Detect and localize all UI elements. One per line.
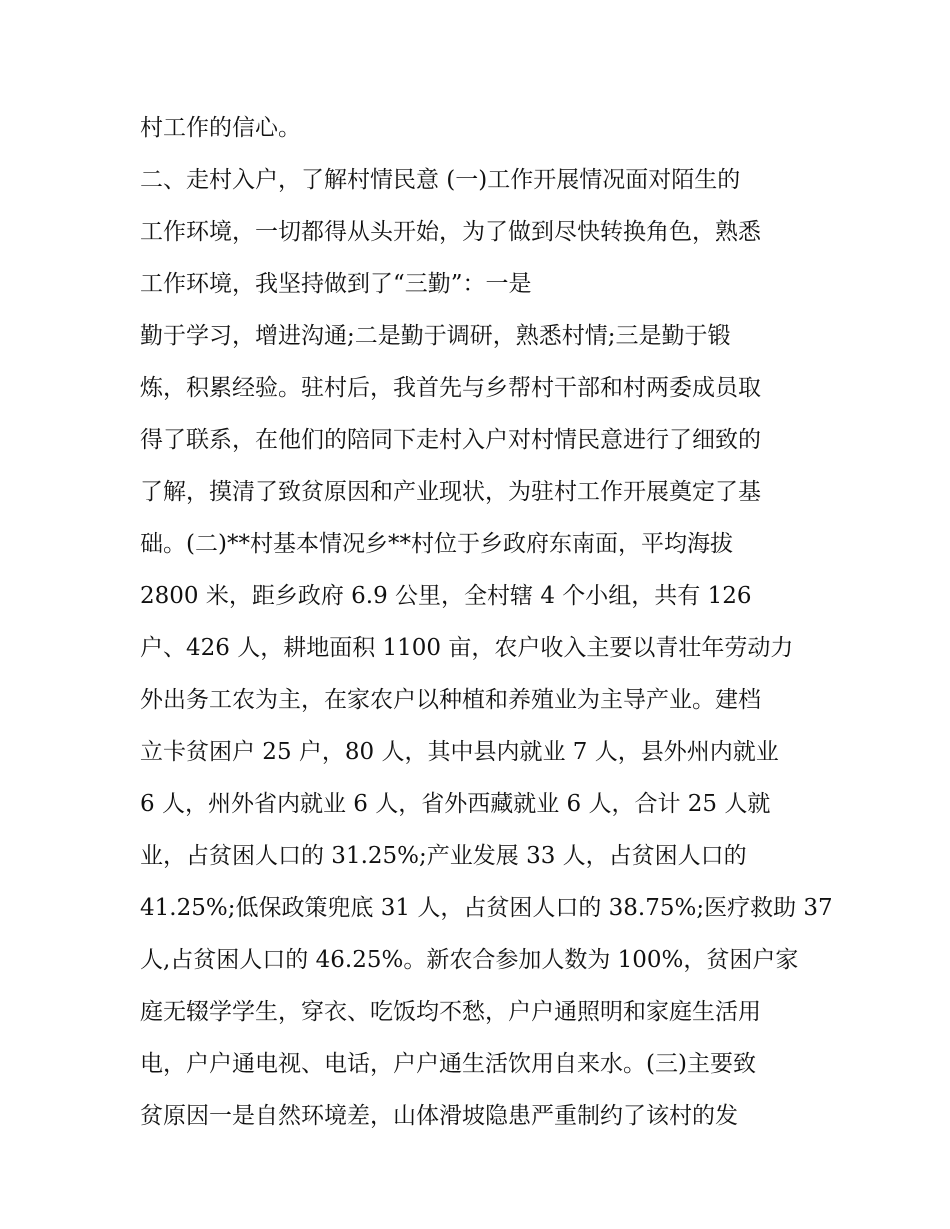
text-line: 2800 米，距乡政府 6.9 公里，全村辖 4 个小组，共有 126 [140, 583, 752, 609]
text-line: 户、426 人，耕地面积 1100 亩，农户收入主要以青壮年劳动力 [140, 635, 794, 661]
text-line: 得了联系，在他们的陪同下走村入户对村情民意进行了细致的 [140, 427, 761, 453]
text-line: 炼，积累经验。驻村后，我首先与乡帮村干部和村两委成员取 [140, 375, 761, 401]
text-line: 立卡贫困户 25 户，80 人，其中县内就业 7 人，县外州内就业 [140, 739, 779, 765]
text-line: 贫原因一是自然环境差，山体滑坡隐患严重制约了该村的发 [140, 1103, 738, 1129]
text-line: 勤于学习，增进沟通;二是勤于调研，熟悉村情;三是勤于锻 [140, 323, 731, 349]
text-line: 41.25%;低保政策兜底 31 人，占贫困人口的 38.75%;医疗救助 37 [140, 895, 833, 921]
text-line: 外出务工农为主，在家农户以种植和养殖业为主导产业。建档 [140, 687, 761, 713]
text-line: 二、走村入户，了解村情民意 (一)工作开展情况面对陌生的 [140, 167, 741, 193]
text-line: 了解，摸清了致贫原因和产业现状，为驻村工作开展奠定了基 [140, 479, 761, 505]
text-line: 村工作的信心。 [140, 115, 301, 141]
text-line: 工作环境，我坚持做到了“三勤”：一是 [140, 271, 532, 297]
text-line: 人,占贫困人口的 46.25%。新农合参加人数为 100%，贫困户家 [140, 947, 799, 973]
text-line: 工作环境，一切都得从头开始，为了做到尽快转换角色，熟悉 [140, 219, 761, 245]
text-line: 6 人，州外省内就业 6 人，省外西藏就业 6 人，合计 25 人就 [140, 791, 771, 817]
text-line: 庭无辍学学生，穿衣、吃饭均不愁，户户通照明和家庭生活用 [140, 999, 761, 1025]
text-line: 业，占贫困人口的 31.25%;产业发展 33 人，占贫困人口的 [140, 843, 747, 869]
text-line: 础。(二)**村基本情况乡**村位于乡政府东南面，平均海拔 [140, 531, 733, 557]
text-line: 电，户户通电视、电话，户户通生活饮用自来水。(三)主要致 [140, 1051, 756, 1077]
